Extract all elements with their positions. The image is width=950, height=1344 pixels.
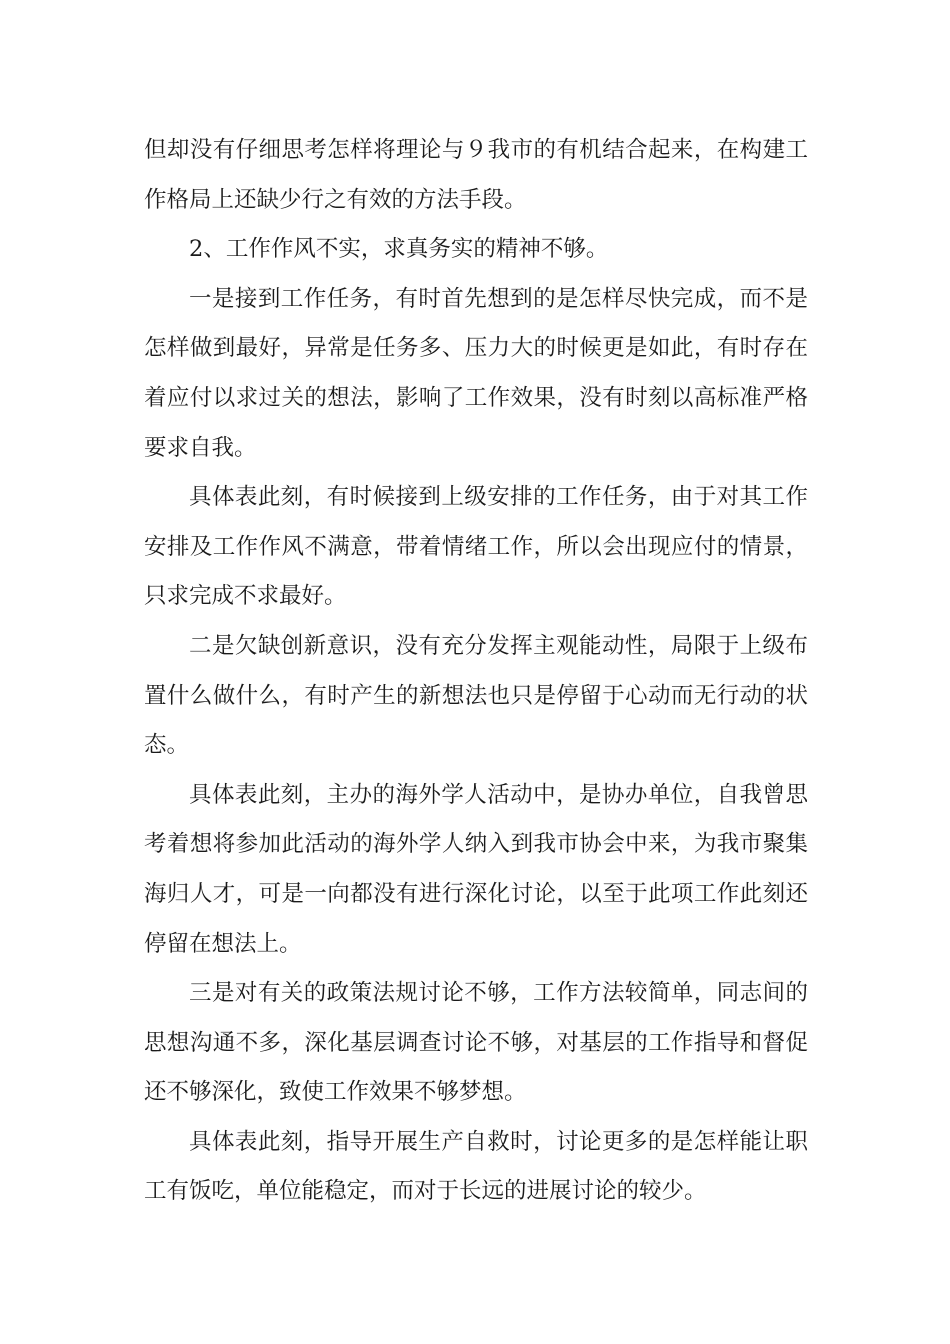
paragraph-point-three: 三是对有关的政策法规讨论不够，工作方法较简单，同志间的思想沟通不多，深化基层调查讨论不够，对基层的工作指导和督促还不够深化，致使工作效果不够梦想。 bbox=[144, 980, 808, 1106]
paragraph-point-one: 一是接到工作任务，有时首先想到的是怎样尽快完成，而不是怎样做到最好，异常是任务多、压力大的时候更是如此，有时存在着应付以求过关的想法，影响了工作效果，没有时刻以高标准严格要求自我。 bbox=[144, 285, 808, 461]
paragraph-example-one: 具体表此刻，有时候接到上级安排的工作任务，由于对其工作安排及工作作风不满意，带着情绪工作，所以会出现应付的情景，只求完成不求最好。 bbox=[144, 484, 808, 610]
paragraph-example-two: 具体表此刻，主办的海外学人活动中，是协办单位，自我曾思考着想将参加此活动的海外学人纳入到我市协会中来，为我市聚集海归人才，可是一向都没有进行深化讨论，以至于此项工作此刻还停留在想法上。 bbox=[144, 781, 808, 957]
paragraph-example-three: 具体表此刻，指导开展生产自救时，讨论更多的是怎样能让职工有饭吃，单位能稳定，而对于长远的进展讨论的较少。 bbox=[144, 1128, 808, 1205]
document-body bbox=[144, 126, 808, 1217]
paragraph-heading-work-style: 2、工作作风不实，求真务实的精神不够。 bbox=[189, 236, 609, 263]
paragraph-continuation: 但却没有仔细思考怎样将理论与９我市的有机结合起来，在构建工作格局上还缺少行之有效的方法手段。 bbox=[144, 137, 808, 213]
paragraph-point-two: 二是欠缺创新意识，没有充分发挥主观能动性，局限于上级布置什么做什么，有时产生的新想法也只是停留于心动而无行动的状态。 bbox=[144, 632, 808, 759]
